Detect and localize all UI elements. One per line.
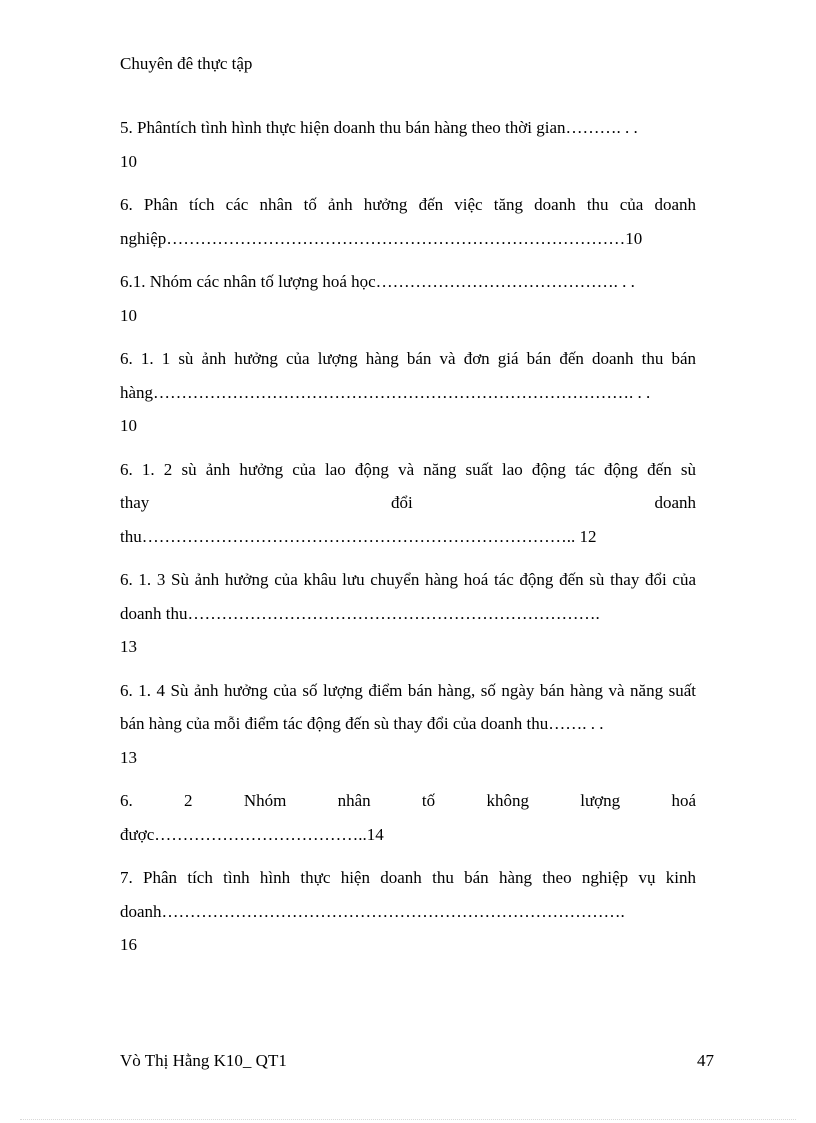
footer-page-number: 47 xyxy=(697,1051,714,1070)
toc-entry-page: 10 xyxy=(120,151,137,171)
toc-entry xyxy=(120,111,696,178)
footer-author: Vò Thị Hằng K10_ QT1 xyxy=(120,1051,287,1070)
toc-entry-text-cont: nghiệp………………………………………………………………………10 xyxy=(120,228,643,248)
page-footer xyxy=(120,1049,714,1073)
toc-entry-text-cont: được………………………………..14 xyxy=(120,824,384,844)
toc-word: lượng xyxy=(580,791,621,810)
toc-entry xyxy=(120,674,696,775)
toc-entry xyxy=(120,453,696,554)
toc-word: nhân xyxy=(337,791,371,810)
toc-entry xyxy=(120,342,696,443)
toc-entry-page: 10 xyxy=(120,305,137,325)
table-of-contents xyxy=(120,111,696,962)
toc-entry-text: 5. Phântích tình hình thực hiện doanh thu bán hàng theo thời gian………. . . xyxy=(120,118,638,137)
toc-word: 6. xyxy=(120,791,133,810)
toc-word: tố xyxy=(421,791,436,810)
header-title: Chuyên đê thực tập xyxy=(120,54,253,73)
toc-entry xyxy=(120,784,696,851)
toc-entry xyxy=(120,861,696,962)
toc-word: doanh xyxy=(654,493,696,512)
toc-entry-page: 10 xyxy=(120,416,137,435)
toc-entry-text: 6. 1. 4 Sù ảnh hưởng của số lượng điểm bán hàng, số ngày bán hàng và năng suất bán hàng của mỗi điểm tác động đến sù thay đổi của doanh thu……. . . xyxy=(120,680,696,733)
toc-word: đổi xyxy=(391,493,413,512)
toc-entry-page: 13 xyxy=(120,747,137,767)
toc-word: không xyxy=(486,791,529,810)
toc-entry-text: 6. 1. 2 sù ảnh hưởng của lao động và năng suất lao động tác động đến sù xyxy=(120,459,696,479)
toc-entry-text: 6. Phân tích các nhân tố ảnh hưởng đến việc tăng doanh thu của doanh xyxy=(120,195,696,214)
toc-entry-text: 6. 1. 1 sù ảnh hưởng của lượng hàng bán và đơn giá bán đến doanh thu bán hàng…………………………………………………………………………. . . xyxy=(120,349,696,402)
page-header xyxy=(120,52,252,76)
toc-entry-spread-line xyxy=(120,784,696,818)
toc-word: thay xyxy=(120,493,150,512)
toc-entry xyxy=(120,265,696,332)
toc-entry-text: 6.1. Nhóm các nhân tố lượng hoá học……………………………………. . . xyxy=(120,272,635,291)
toc-entry-text: 7. Phân tích tình hình thực hiện doanh thu bán hàng theo nghiệp vụ kinh doanh………………………………………………………………………. xyxy=(120,868,696,921)
toc-entry-page: 16 xyxy=(120,935,137,954)
toc-entry xyxy=(120,188,696,255)
toc-entry-text: 6. 1. 3 Sù ảnh hưởng của khâu lưu chuyển hàng hoá tác động đến sù thay đổi của doanh thu………………………………………………………………. xyxy=(120,570,696,623)
toc-entry xyxy=(120,563,696,664)
toc-word: 2 xyxy=(184,791,193,810)
toc-word: Nhóm xyxy=(243,791,287,810)
toc-word: hoá xyxy=(671,791,696,810)
toc-entry-page: 13 xyxy=(120,637,137,656)
toc-entry-spread-line xyxy=(120,486,696,520)
toc-entry-text-cont: thu………………………………………………………………….. 12 xyxy=(120,526,597,546)
page-edge-divider xyxy=(20,1119,796,1120)
